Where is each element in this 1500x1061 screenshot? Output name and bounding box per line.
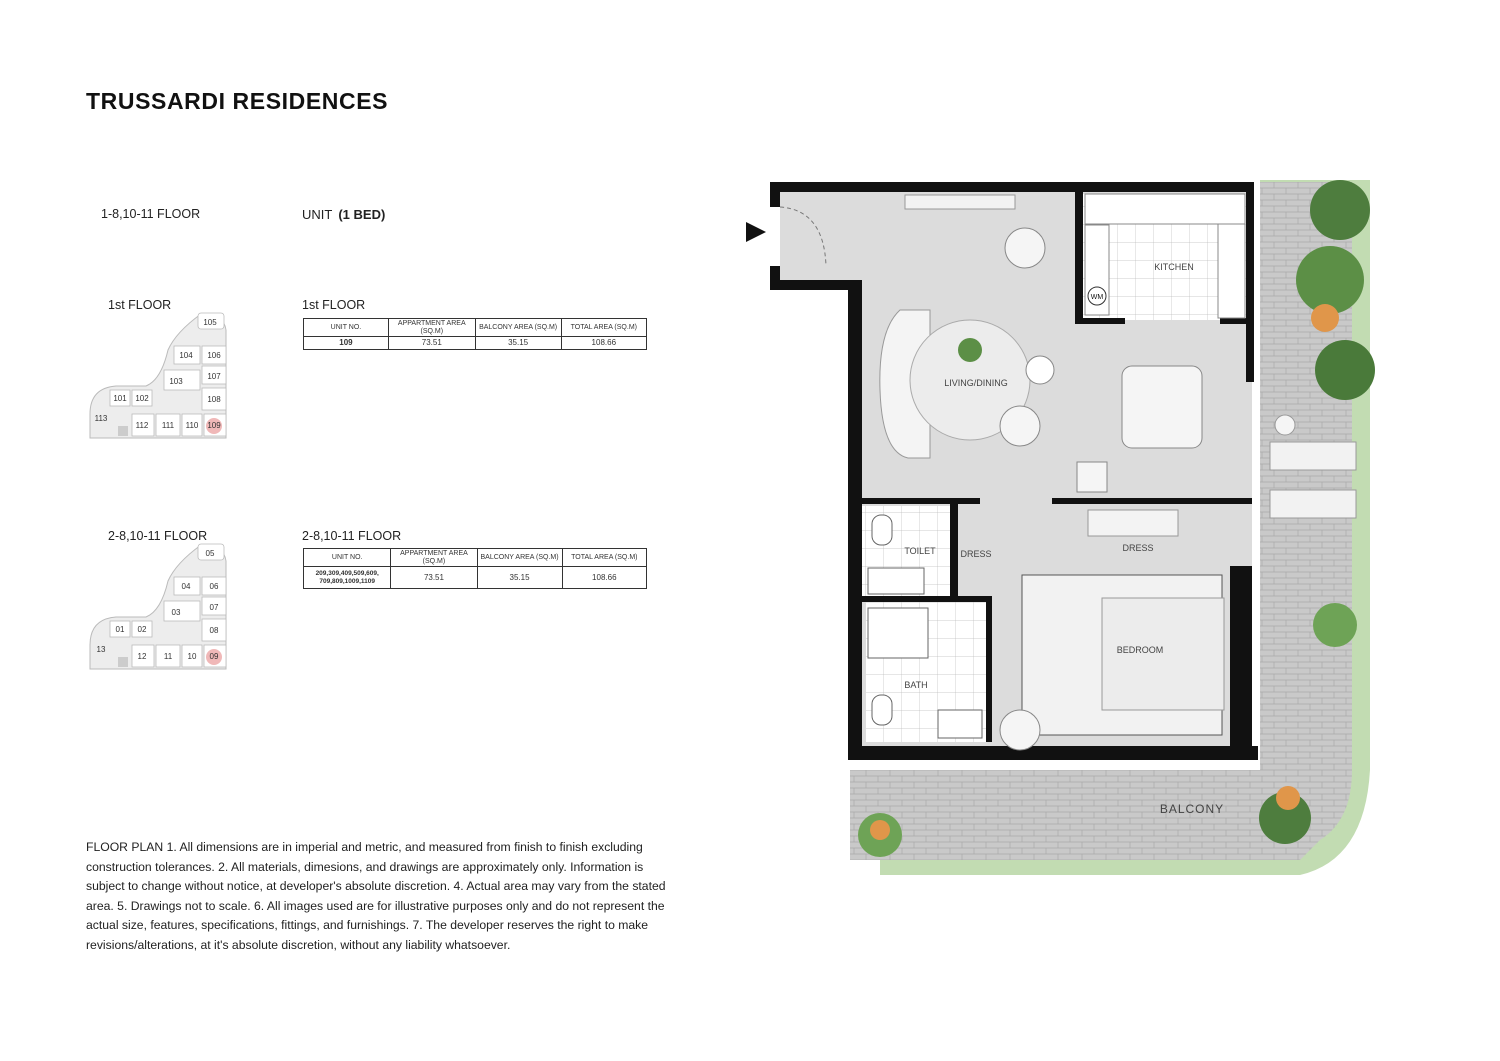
keyplan-unit: 106 bbox=[207, 351, 221, 360]
table-cell: 73.51 bbox=[391, 567, 477, 589]
page-title: TRUSSARDI RESIDENCES bbox=[86, 88, 389, 114]
armchair bbox=[1000, 406, 1040, 446]
keyplan-unit: 12 bbox=[137, 652, 147, 661]
table-cell: 209,309,409,509,609, 709,809,1009,1109 bbox=[304, 567, 391, 589]
first-floor-table-label: 1st FLOOR bbox=[302, 298, 366, 312]
upper-floors-keyplan-label: 2-8,10-11 FLOOR bbox=[108, 529, 208, 543]
keyplan-unit: 104 bbox=[179, 351, 193, 360]
side-table bbox=[1026, 356, 1054, 384]
keyplan-unit-highlight: 09 bbox=[209, 652, 219, 661]
keyplan-unit: 01 bbox=[115, 625, 125, 634]
table-header: BALCONY AREA (SQ.M) bbox=[477, 549, 562, 567]
wm-label: WM bbox=[1090, 294, 1104, 301]
first-floor-keyplan bbox=[86, 310, 231, 445]
unit-heading bbox=[302, 207, 385, 222]
room-label-dress-small: DRESS bbox=[960, 549, 992, 559]
table-cell: 108.66 bbox=[562, 567, 646, 589]
table-header: TOTAL AREA (SQ.M) bbox=[562, 549, 646, 567]
table-cell: 35.15 bbox=[475, 337, 561, 350]
room-label-balcony: BALCONY bbox=[1159, 802, 1225, 816]
table-cell: 73.51 bbox=[388, 337, 475, 350]
first-floor-keyplan-label: 1st FLOOR bbox=[108, 298, 172, 312]
upper-floors-table-label: 2-8,10-11 FLOOR bbox=[302, 529, 402, 543]
table-header: APPARTMENT AREA (SQ.M) bbox=[391, 549, 477, 567]
armchair bbox=[1000, 710, 1040, 750]
bathtub bbox=[868, 608, 928, 658]
keyplan-unit: 11 bbox=[163, 652, 173, 661]
floor-plan-notes: FLOOR PLAN 1. All dimensions are in imperial and metric, and measured from finish to finish excluding construction tolerances. 2. All materials, dimesions, and drawings are approximately only. Information is subject to change without notice, at developer's absolute discretion. 4. Actual area may vary from the stated area. 5. Drawings not to scale. 6. All images used are for illustrative purposes only and do not represent the actual size, features, specifications, fittings, and furnishings. 7. The developer reserves the right to make revisions/alterations, at it's absolute discretion, without any liability whatsoever. bbox=[86, 840, 666, 952]
lounger bbox=[1270, 490, 1356, 518]
keyplan-unit: 02 bbox=[137, 625, 147, 634]
room-label-dress: DRESS bbox=[1122, 543, 1154, 553]
tv-unit bbox=[905, 195, 1015, 209]
table-header: APPARTMENT AREA (SQ.M) bbox=[388, 319, 475, 337]
unit-type: (1 BED) bbox=[338, 207, 386, 222]
table-cell: 108.66 bbox=[561, 337, 646, 350]
toilet-icon bbox=[872, 695, 892, 725]
keyplan-unit: 105 bbox=[203, 318, 217, 327]
floor-plan-drawing bbox=[740, 170, 1380, 890]
keyplan-unit: 110 bbox=[185, 421, 199, 430]
entry-arrow-icon bbox=[746, 222, 766, 242]
room-label-bedroom: BEDROOM bbox=[1116, 645, 1164, 655]
keyplan-unit: 103 bbox=[169, 377, 183, 386]
plant-icon bbox=[958, 338, 982, 362]
table-header: UNIT NO. bbox=[304, 319, 389, 337]
lounger bbox=[1270, 442, 1356, 470]
wardrobe bbox=[1088, 510, 1178, 536]
keyplan-drawing-2 bbox=[86, 541, 231, 671]
keyplan-unit: 04 bbox=[181, 582, 191, 591]
keyplan-unit: 07 bbox=[209, 603, 219, 612]
keyplan-unit: 108 bbox=[207, 395, 221, 404]
side-table bbox=[1275, 415, 1295, 435]
room-label-kitchen: KITCHEN bbox=[1154, 262, 1194, 272]
room-label-living: LIVING/DINING bbox=[944, 378, 1008, 388]
keyplan-unit-highlight: 109 bbox=[207, 421, 221, 430]
dining-table bbox=[1122, 366, 1202, 448]
toilet-icon bbox=[872, 515, 892, 545]
first-floor-area-table bbox=[303, 318, 647, 350]
basin bbox=[868, 568, 924, 594]
ottoman bbox=[1077, 462, 1107, 492]
keyplan-unit: 113 bbox=[94, 414, 108, 423]
armchair bbox=[1005, 228, 1045, 268]
keyplan-unit: 101 bbox=[113, 394, 127, 403]
table-cell: 109 bbox=[304, 337, 389, 350]
keyplan-unit: 03 bbox=[171, 608, 181, 617]
keyplan-unit: 08 bbox=[209, 626, 219, 635]
table-header: UNIT NO. bbox=[304, 549, 391, 567]
keyplan-unit: 112 bbox=[135, 421, 149, 430]
room-label-toilet: TOILET bbox=[904, 546, 936, 556]
keyplan-drawing-1 bbox=[86, 310, 231, 440]
keyplan-unit: 13 bbox=[96, 645, 106, 654]
upper-floors-area-table bbox=[303, 548, 647, 589]
unit-prefix: UNIT bbox=[302, 207, 333, 222]
floors-heading: 1-8,10-11 FLOOR bbox=[101, 207, 201, 221]
kitchen-counter bbox=[1218, 224, 1245, 318]
keyplan-unit: 06 bbox=[209, 582, 219, 591]
keyplan-unit: 05 bbox=[205, 549, 215, 558]
basin bbox=[938, 710, 982, 738]
room-label-bath: BATH bbox=[904, 680, 928, 690]
keyplan-unit: 102 bbox=[135, 394, 149, 403]
keyplan-unit: 111 bbox=[161, 421, 175, 430]
table-header: BALCONY AREA (SQ.M) bbox=[475, 319, 561, 337]
table-cell: 35.15 bbox=[477, 567, 562, 589]
table-header: TOTAL AREA (SQ.M) bbox=[561, 319, 646, 337]
keyplan-unit: 107 bbox=[207, 372, 221, 381]
keyplan-unit: 10 bbox=[187, 652, 197, 661]
floor-plan bbox=[740, 170, 1380, 895]
upper-floors-keyplan bbox=[86, 541, 231, 676]
kitchen-counter bbox=[1085, 194, 1245, 224]
